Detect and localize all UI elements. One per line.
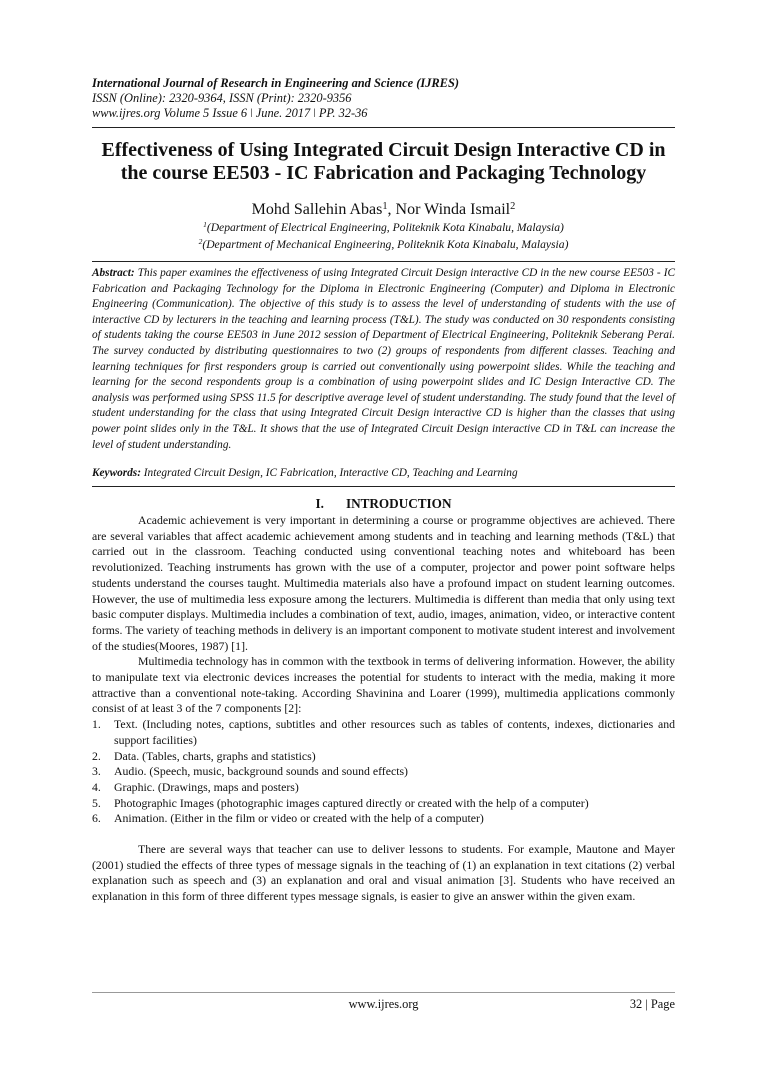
journal-header <box>92 76 459 122</box>
list-item <box>92 764 675 780</box>
list-item <box>92 796 675 812</box>
footer-site: www.ijres.org <box>348 997 419 1011</box>
section-number: I. <box>315 496 324 511</box>
paper-title-line1: Effectiveness of Using Integrated Circuit Design Interactive CD in <box>101 139 666 161</box>
list-item-number: 4. <box>92 779 101 794</box>
author-2: Nor Winda Ismail <box>395 201 511 218</box>
list-item-text: Animation. (Either in the film or video or created with the help of a computer) <box>114 811 484 826</box>
journal-issn: ISSN (Online): 2320-9364, ISSN (Print): 2320-9356 <box>92 91 352 106</box>
list-item <box>92 811 675 827</box>
section-title: INTRODUCTION <box>345 496 452 511</box>
list-item-text: Photographic Images (photographic images captured directly or created with the help of a computer) <box>114 795 589 810</box>
author-1-affiliation-mark: 1 <box>382 200 388 212</box>
paper-title <box>92 139 675 185</box>
paragraph-gap <box>92 827 675 842</box>
paragraph-3: There are several ways that teacher can use to deliver lessons to students. For example, Mautone and Mayer (2001) studied the effects of three types of message signals in the teaching of (1) an explanation in text citations (2) verbal explanation such as speech and (3) an explanation and oral and visual animation [3]. Students who have received an explanation in this form of three different types message signals, is easier to give an answer within the given exam. <box>92 842 675 904</box>
list-item-text: Graphic. (Drawings, maps and posters) <box>114 779 299 794</box>
list-item <box>92 717 675 748</box>
affiliation-1-text: (Department of Electrical Engineering, Politeknik Kota Kinabalu, Malaysia) <box>206 221 564 234</box>
header-divider <box>92 127 675 128</box>
affiliation-2-mark: 2 <box>198 237 203 247</box>
affiliation-1 <box>92 220 675 235</box>
footer-page-number: 32 | Page <box>629 997 675 1011</box>
abstract-top-divider <box>92 261 675 262</box>
list-item-number: 3. <box>92 764 101 779</box>
component-list <box>92 717 675 827</box>
abstract <box>92 266 675 453</box>
keywords-label: Keywords: <box>92 467 141 479</box>
list-item-number: 5. <box>92 795 101 810</box>
paragraph-2: Multimedia technology has in common with the textbook in terms of delivering information. However, the ability to manipulate text via electronic devices increases the potential for students to interact with the media, making it more attractive than a conventional note-taking. According Shavinina and Loarer (1999), multimedia applications commonly consist of at least 3 of the 7 components [2]: <box>92 654 675 716</box>
paper-title-line2: the course EE503 - IC Fabrication and Packaging Technology <box>120 162 647 184</box>
paragraph-1: Academic achievement is very important in determining a course or programme objectives are achieved. There are several variables that affect academic achievement among students and in teaching and learning methods (T&L) that carried out in the classroom. Teaching conducted using conventional teaching notes and whiteboard has been revolutionized. Teaching instruments has grown with the use of a computer, projector and power point software helps students understand the courses taught. Multimedia materials also have a profound impact on student learning outcomes. However, the use of multimedia less exposure among the lecturers. Multimedia is different than media that only using text basic computer displays. Multimedia includes a combination of text, audio, images, animation, video, or interactive content forms. The variety of teaching methods in delivery is an important component to motivate student interest and involvement of the studies(Moores, 1987) [1]. <box>92 513 675 653</box>
body-text <box>92 513 675 905</box>
affiliation-2-text: (Department of Mechanical Engineering, Politeknik Kota Kinabalu, Malaysia) <box>202 238 569 251</box>
list-item-text: Audio. (Speech, music, background sounds and sound effects) <box>114 764 408 779</box>
author-2-affiliation-mark: 2 <box>510 200 516 212</box>
affiliation-1-mark: 1 <box>203 220 207 230</box>
list-item-text: Text. (Including notes, captions, subtitles and other resources such as tables of contents, indexes, dictionaries and support facilities) <box>114 717 675 747</box>
paper-page <box>92 0 675 1087</box>
list-item <box>92 780 675 796</box>
list-item-number: 2. <box>92 748 101 763</box>
author-separator: , <box>387 201 396 218</box>
abstract-bottom-divider <box>92 486 675 487</box>
author-1: Mohd Sallehin Abas <box>251 201 383 218</box>
footer-divider <box>92 992 675 993</box>
abstract-text: This paper examines the effectiveness of using Integrated Circuit Design interactive CD in the new course EE503 - IC Fabrication and Packaging Technology for the Diploma in Electronic Engineering (Computer) and Diploma in Electronic Engineering (Communication). The objective of this study is to assess the level of understanding of students with the use of interactive CD by lecturers in the teaching and learning process (T&L). The study was conducted on 30 respondents consisting of students taking the course EE503 in June 2012 session of Department of Electrical Engineering, Politeknik Seberang Perai. The survey conducted by distributing questionnaires to two (2) groups of respondents from different classes. Teaching and learning techniques for first responders group is carried out conventionally using powerpoint slides. While the teaching and learning for the second respondents group is a combination of using powerpoint slides and IC Design Interactive CD. The analysis was performed using SPSS 11.5 for descriptive average level of student understanding. The study found that the level of student understanding for the class that using Integrated Circuit Design interactive CD is higher than the classes that using power point slides only in the T&L. It shows that the use of Integrated Circuit Design interactive CD in T&L can increase the level of student understanding. <box>92 267 675 451</box>
journal-title: International Journal of Research in Engineering and Science (IJRES) <box>92 76 459 90</box>
author-list <box>92 200 675 220</box>
list-item-number: 1. <box>92 717 101 732</box>
list-item <box>92 749 675 765</box>
keywords-text: Integrated Circuit Design, IC Fabrication, Interactive CD, Teaching and Learning <box>143 467 518 479</box>
list-item-text: Data. (Tables, charts, graphs and statistics) <box>114 748 316 763</box>
list-item-number: 6. <box>92 811 101 826</box>
affiliation-2 <box>92 237 675 252</box>
journal-volume: www.ijres.org Volume 5 Issue 6 ǀ June. 2017 ǀ PP. 32-36 <box>92 106 368 121</box>
section-heading <box>92 496 675 512</box>
abstract-label: Abstract: <box>92 267 135 279</box>
keywords <box>92 466 675 482</box>
